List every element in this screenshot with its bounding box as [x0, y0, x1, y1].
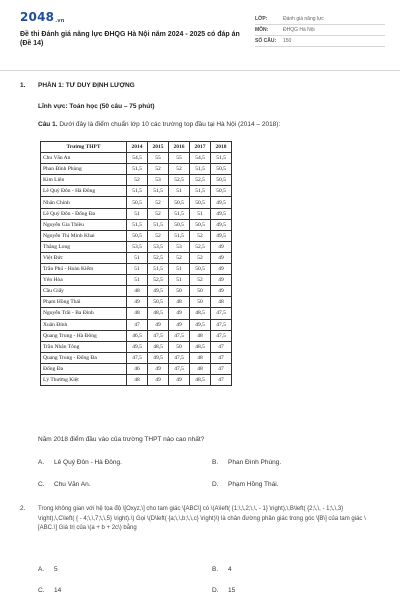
- score-cell: 47,5: [148, 330, 169, 341]
- table-row: [41, 297, 232, 308]
- score-cell: 48: [190, 352, 211, 363]
- score-cell: 49,5: [211, 208, 232, 219]
- meta-key: SỐ CÂU:: [255, 38, 277, 44]
- school-name-cell: Nguyễn Thị Minh Khai: [41, 230, 127, 241]
- option-letter: D.: [212, 481, 219, 488]
- column-header: 2014: [127, 142, 148, 153]
- column-header: 2018: [211, 142, 232, 153]
- q2-option-c[interactable]: [38, 587, 61, 594]
- question-1-prompt: Năm 2018 điểm đầu vào của trường THPT nào cao nhất?: [38, 436, 205, 443]
- score-cell: 50,5: [211, 186, 232, 197]
- option-text: Lê Quý Đôn - Hà Đông.: [54, 459, 122, 466]
- score-cell: 51: [127, 275, 148, 286]
- score-cell: 55: [169, 153, 190, 164]
- score-cell: 47,5: [211, 308, 232, 319]
- school-name-cell: Lê Quý Đôn - Hà Đông: [41, 186, 127, 197]
- score-cell: 47: [211, 374, 232, 385]
- score-cell: 47: [211, 363, 232, 374]
- score-cell: 49: [169, 374, 190, 385]
- option-letter: A.: [38, 566, 45, 573]
- table-row: [41, 275, 232, 286]
- score-cell: 51,5: [211, 153, 232, 164]
- option-letter: B.: [212, 459, 219, 466]
- school-name-cell: Lý Thường Kiệt: [41, 374, 127, 385]
- score-cell: 50: [169, 286, 190, 297]
- score-cell: 52,5: [169, 175, 190, 186]
- table-body: [41, 153, 232, 386]
- table-row: [41, 175, 232, 186]
- score-cell: 48,5: [190, 374, 211, 385]
- option-text: Chu Văn An.: [54, 481, 91, 488]
- score-cell: 47,5: [211, 330, 232, 341]
- score-cell: 52: [169, 252, 190, 263]
- score-cell: 46,5: [127, 330, 148, 341]
- score-cell: 49: [169, 319, 190, 330]
- score-cell: 52: [190, 275, 211, 286]
- table-row: [41, 230, 232, 241]
- table-row: [41, 186, 232, 197]
- option-letter: D.: [212, 587, 219, 594]
- table-row: [41, 197, 232, 208]
- score-cell: 51: [190, 208, 211, 219]
- score-cell: 50: [190, 286, 211, 297]
- score-cell: 51,5: [190, 164, 211, 175]
- school-name-cell: Việt Đức: [41, 252, 127, 263]
- score-cell: 51: [127, 252, 148, 263]
- column-header: 2016: [169, 142, 190, 153]
- score-cell: 53: [148, 175, 169, 186]
- table-row: [41, 352, 232, 363]
- score-cell: 48: [169, 297, 190, 308]
- score-cell: 52: [190, 230, 211, 241]
- option-text: 15: [228, 587, 236, 594]
- option-letter: C.: [38, 587, 45, 594]
- score-cell: 54,5: [190, 153, 211, 164]
- meta-row-count: [255, 36, 385, 47]
- score-cell: 47,5: [169, 352, 190, 363]
- site-logo[interactable]: [20, 10, 65, 24]
- score-cell: 49: [211, 286, 232, 297]
- score-cell: 47,5: [211, 319, 232, 330]
- option-text: 14: [54, 587, 62, 594]
- score-cell: 51: [169, 264, 190, 275]
- option-c[interactable]: [38, 481, 91, 488]
- score-cell: 50,5: [127, 197, 148, 208]
- score-cell: 50,5: [169, 197, 190, 208]
- score-cell: 47,5: [127, 352, 148, 363]
- option-text: 5: [54, 566, 58, 573]
- score-cell: 49,5: [148, 352, 169, 363]
- score-cell: 52,5: [148, 252, 169, 263]
- score-cell: 49,5: [211, 230, 232, 241]
- section-number: 1.: [20, 82, 26, 89]
- school-name-cell: Cầu Giấy: [41, 286, 127, 297]
- school-name-cell: Thăng Long: [41, 241, 127, 252]
- question-2: [20, 505, 385, 534]
- table-row: [41, 341, 232, 352]
- score-cell: 51,5: [148, 186, 169, 197]
- option-text: Phan Đình Phùng.: [228, 459, 282, 466]
- score-cell: 51,5: [169, 230, 190, 241]
- score-cell: 46: [127, 363, 148, 374]
- school-name-cell: Nguyễn Trãi - Ba Đình: [41, 308, 127, 319]
- option-letter: B.: [212, 566, 219, 573]
- score-cell: 53,5: [127, 241, 148, 252]
- meta-value: Đánh giá năng lực: [283, 16, 324, 22]
- school-name-cell: Phạm Hồng Thái: [41, 297, 127, 308]
- score-cell: 49,5: [190, 319, 211, 330]
- score-cell: 49: [148, 374, 169, 385]
- score-cell: 49,5: [148, 286, 169, 297]
- table-row: [41, 241, 232, 252]
- school-name-cell: Lê Quý Đôn - Đống Đa: [41, 208, 127, 219]
- question-1-text: [38, 121, 383, 128]
- question-label: Câu 1.: [38, 121, 58, 128]
- table-header-row: [41, 142, 232, 153]
- score-cell: 48,5: [190, 308, 211, 319]
- score-cell: 49: [211, 275, 232, 286]
- q2-option-a[interactable]: [38, 566, 58, 573]
- score-cell: 51,5: [148, 219, 169, 230]
- score-cell: 49: [169, 308, 190, 319]
- option-d[interactable]: [212, 481, 278, 488]
- score-cell: 52: [148, 230, 169, 241]
- score-cell: 49: [211, 241, 232, 252]
- table-row: [41, 208, 232, 219]
- score-cell: 50,5: [190, 264, 211, 275]
- table-row: [41, 308, 232, 319]
- score-cell: 47,5: [169, 363, 190, 374]
- score-cell: 51,5: [127, 219, 148, 230]
- score-cell: 52: [148, 164, 169, 175]
- option-letter: C.: [38, 481, 45, 488]
- score-cell: 49,5: [211, 219, 232, 230]
- exam-title: Đề thi Đánh giá năng lực ĐHQG Hà Nội năm 2024 - 2025 có đáp án (Đề 14): [20, 31, 240, 47]
- column-header: 2017: [190, 142, 211, 153]
- score-cell: 50: [190, 297, 211, 308]
- school-name-cell: Kim Liên: [41, 175, 127, 186]
- score-cell: 55: [148, 153, 169, 164]
- meta-key: LỚP:: [255, 16, 268, 22]
- score-cell: 48: [211, 297, 232, 308]
- header-divider: [0, 70, 400, 71]
- score-cell: 51,5: [148, 264, 169, 275]
- exam-meta: [255, 14, 385, 47]
- school-name-cell: Nguyễn Gia Thiều: [41, 219, 127, 230]
- school-name-cell: Yên Hòa: [41, 275, 127, 286]
- table-row: [41, 164, 232, 175]
- score-cell: 52: [169, 164, 190, 175]
- option-text: Phạm Hồng Thái.: [228, 481, 279, 488]
- school-name-cell: Quang Trung - Đống Đa: [41, 352, 127, 363]
- subject-line: Lĩnh vực: Toán học (50 câu – 75 phút): [38, 103, 155, 110]
- score-cell: 49,5: [127, 341, 148, 352]
- q2-option-d[interactable]: [212, 587, 235, 594]
- score-cell: 48: [190, 363, 211, 374]
- table-row: [41, 153, 232, 164]
- meta-key: MÔN:: [255, 27, 269, 33]
- score-cell: 50,5: [127, 230, 148, 241]
- score-cell: 49: [211, 252, 232, 263]
- meta-value: 150: [283, 38, 292, 44]
- score-cell: 50,5: [169, 219, 190, 230]
- score-cell: 47,5: [169, 330, 190, 341]
- q2-option-b[interactable]: [212, 566, 232, 573]
- score-cell: 47: [127, 319, 148, 330]
- score-cell: 48,5: [148, 341, 169, 352]
- score-cell: 50,5: [148, 297, 169, 308]
- scores-table: [40, 141, 232, 386]
- school-name-cell: Trần Nhân Tông: [41, 341, 127, 352]
- table-row: [41, 363, 232, 374]
- score-cell: 50: [169, 341, 190, 352]
- table-row: [41, 219, 232, 230]
- logo-suffix: .vn: [55, 18, 65, 24]
- score-cell: 50,5: [211, 164, 232, 175]
- option-text: 4: [228, 566, 232, 573]
- table-row: [41, 252, 232, 263]
- logo-text: 2048: [20, 10, 55, 24]
- option-b[interactable]: [212, 459, 281, 466]
- school-name-cell: Xuân Đỉnh: [41, 319, 127, 330]
- score-cell: 51,5: [127, 164, 148, 175]
- score-cell: 49: [148, 319, 169, 330]
- score-cell: 54,5: [127, 153, 148, 164]
- score-cell: 49: [211, 264, 232, 275]
- score-cell: 48,5: [190, 341, 211, 352]
- score-cell: 52: [190, 252, 211, 263]
- question-body: Trong không gian với hệ tọa độ \[Oxyz,\] cho tam giác \[ABC\] có \(A\left( {1;\,\,2;\,\, - 1} \right),\,B\left( {2;\,\, - 1;\,\,3} \right),\,C\left( { - 4;\,\,7;\,\,5} \right).\) Gọi \(D\left( {a;\,\,b;\,\,c} \right)\) là chân đường phân giác trong góc \[B\] của tam giác \[ABC.\] Giá trị của \(a + b + 2c\) bằng: [38, 506, 366, 531]
- column-header: 2015: [148, 142, 169, 153]
- score-cell: 51: [127, 264, 148, 275]
- table-row: [41, 286, 232, 297]
- school-name-cell: Trần Phú - Hoàn Kiếm: [41, 264, 127, 275]
- question-number: 2.: [20, 505, 26, 512]
- score-cell: 47: [211, 341, 232, 352]
- section-heading: [20, 82, 135, 89]
- score-cell: 51: [169, 275, 190, 286]
- score-cell: 53,5: [148, 241, 169, 252]
- page-header: [20, 10, 385, 60]
- column-header: Trường THPT: [41, 142, 127, 153]
- score-cell: 48: [190, 330, 211, 341]
- score-cell: 48,5: [148, 308, 169, 319]
- score-cell: 49,5: [211, 197, 232, 208]
- score-cell: 50,5: [211, 175, 232, 186]
- question-body: Dưới đây là điểm chuẩn lớp 10 các trường top đầu tại Hà Nội (2014 – 2018):: [59, 121, 281, 128]
- score-cell: 52: [127, 175, 148, 186]
- score-cell: 50,5: [190, 219, 211, 230]
- option-letter: A.: [38, 459, 45, 466]
- meta-row-subject: [255, 25, 385, 36]
- table-row: [41, 264, 232, 275]
- score-cell: 51,5: [127, 186, 148, 197]
- table-row: [41, 319, 232, 330]
- school-name-cell: Phan Đình Phùng: [41, 164, 127, 175]
- score-cell: 52: [148, 208, 169, 219]
- score-cell: 49: [127, 297, 148, 308]
- score-cell: 51: [127, 208, 148, 219]
- score-cell: 51,5: [190, 186, 211, 197]
- school-name-cell: Đống Đa: [41, 363, 127, 374]
- score-cell: 48: [127, 374, 148, 385]
- section-title: PHẦN 1: TƯ DUY ĐỊNH LƯỢNG: [38, 82, 135, 89]
- score-cell: 47: [211, 352, 232, 363]
- table-row: [41, 330, 232, 341]
- score-cell: 51: [169, 186, 190, 197]
- score-cell: 53: [169, 241, 190, 252]
- score-cell: 49: [148, 363, 169, 374]
- meta-row-class: [255, 14, 385, 25]
- score-cell: 51,5: [169, 208, 190, 219]
- school-name-cell: Chu Văn An: [41, 153, 127, 164]
- score-cell: 52,5: [190, 241, 211, 252]
- option-a[interactable]: [38, 459, 122, 466]
- meta-value: ĐHQG Hà Nội: [283, 27, 315, 33]
- school-name-cell: Nhân Chính: [41, 197, 127, 208]
- score-cell: 52,5: [148, 275, 169, 286]
- table-row: [41, 374, 232, 385]
- score-cell: 50,5: [190, 197, 211, 208]
- score-cell: 52: [148, 197, 169, 208]
- school-name-cell: Quang Trung - Hà Đông: [41, 330, 127, 341]
- score-cell: 48: [127, 308, 148, 319]
- score-cell: 48: [127, 286, 148, 297]
- score-cell: 52,5: [190, 175, 211, 186]
